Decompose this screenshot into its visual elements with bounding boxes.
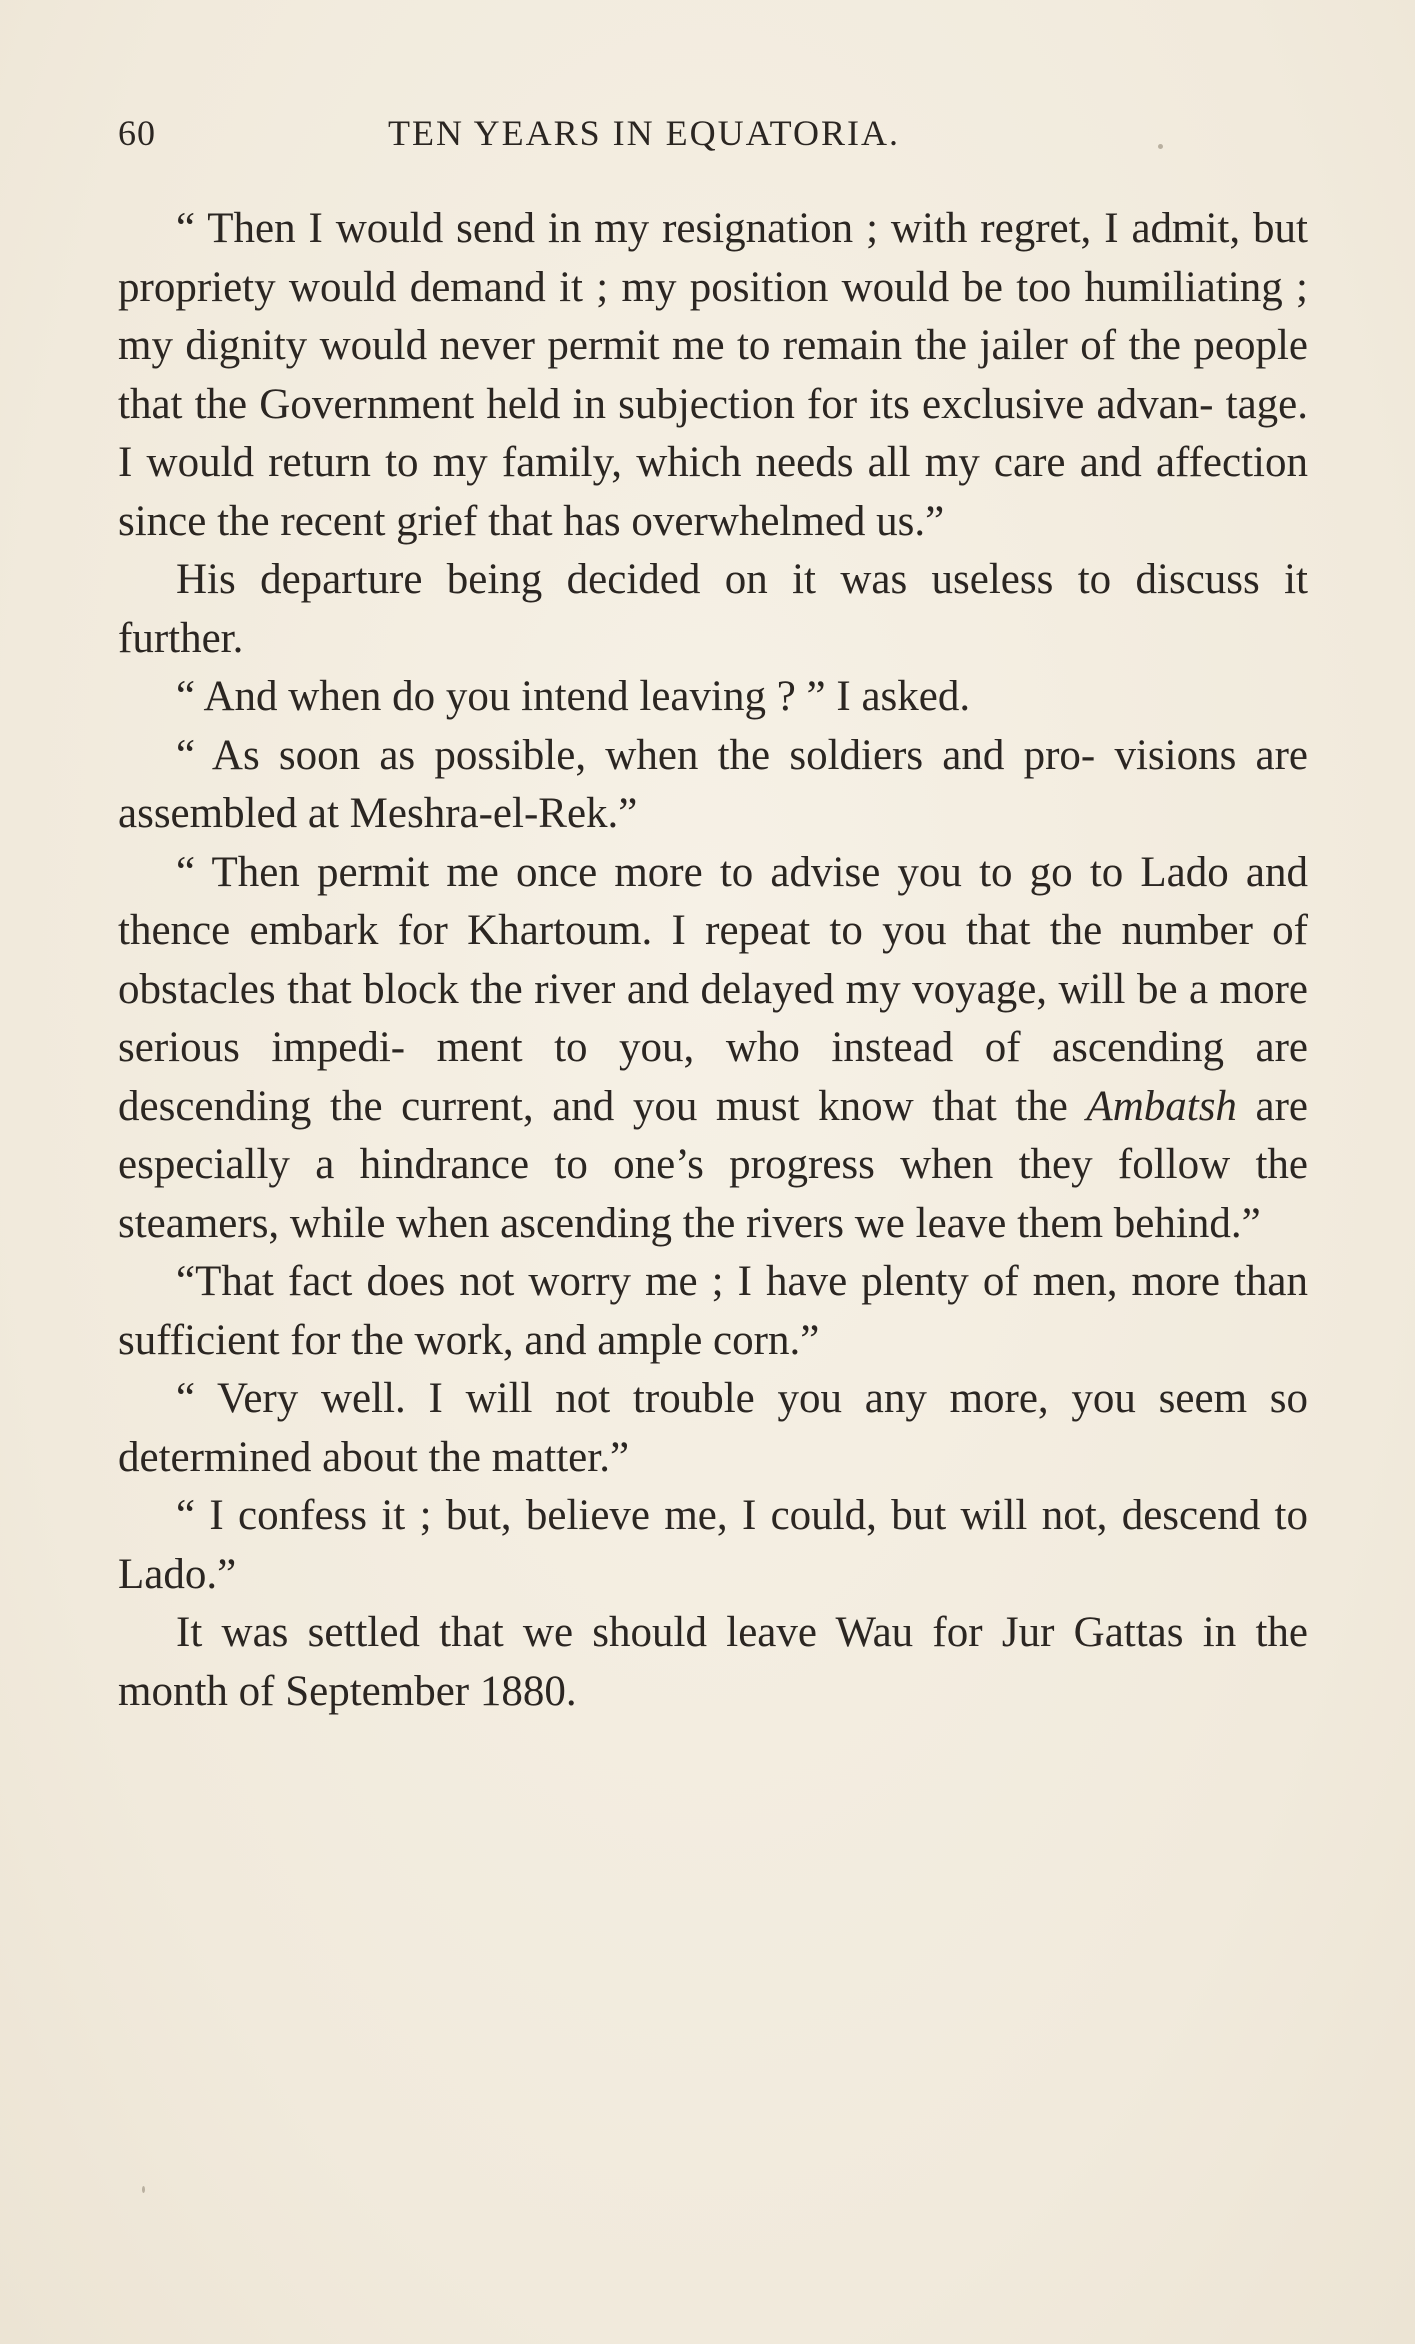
paper-speck bbox=[142, 2186, 145, 2193]
paragraph-as-soon-as-possible: “ As soon as possible, when the soldiers and pro- visions are assembled at Meshra-el-Rek.” bbox=[118, 731, 1308, 837]
paragraph-resignation: “ Then I would send in my resignation ; with regret, I admit, but propriety would demand it ; my position would be too humiliating ; my dignity would never permit me to remain the jailer of the people that the Government held in subjection for its exclusive advan- tage. I would return to my family, which needs all my care and affection since the recent grief that has overwhelmed us.” bbox=[118, 205, 1308, 545]
paragraph-when-leaving: “ And when do you intend leaving ? ” I asked. bbox=[176, 673, 971, 720]
paper-speck bbox=[1158, 144, 1163, 149]
page-number: 60 bbox=[118, 113, 156, 153]
paragraph-advise-lado-italic: Ambatsh bbox=[1086, 1082, 1237, 1130]
paragraph-settled: It was settled that we should leave Wau for Jur Gattas in the month of September 1880. bbox=[118, 1609, 1308, 1715]
paragraph-departure: His departure being decided on it was useless to discuss it further. bbox=[118, 556, 1308, 662]
paragraph-advise-lado-before: “ Then permit me once more to advise you to go to Lado and thence embark for Khartoum. I repeat to you that the number of obstacles that block the river and delayed my voyage, will be a more serious impedi- ment to you, who instead of ascending are descending the current, and you must know that the bbox=[118, 848, 1308, 1130]
running-title: TEN YEARS IN EQUATORIA. bbox=[388, 113, 900, 153]
paragraph-plenty-of-men: “That fact does not worry me ; I have plenty of men, more than sufficient for the work, and ample corn.” bbox=[118, 1258, 1308, 1364]
body-text bbox=[118, 200, 1308, 1721]
paragraph-advise-lado-after: are especially a hindrance to one’s progress when they follow the steamers, while when ascending the rivers we leave them behind.” bbox=[118, 1082, 1308, 1247]
running-head bbox=[118, 112, 1308, 160]
paragraph-advise-lado bbox=[118, 844, 1308, 1254]
paragraph-confess: “ I confess it ; but, believe me, I could, but will not, descend to Lado.” bbox=[118, 1492, 1308, 1598]
paragraph-very-well: “ Very well. I will not trouble you any more, you seem so determined about the matter.” bbox=[118, 1375, 1308, 1481]
